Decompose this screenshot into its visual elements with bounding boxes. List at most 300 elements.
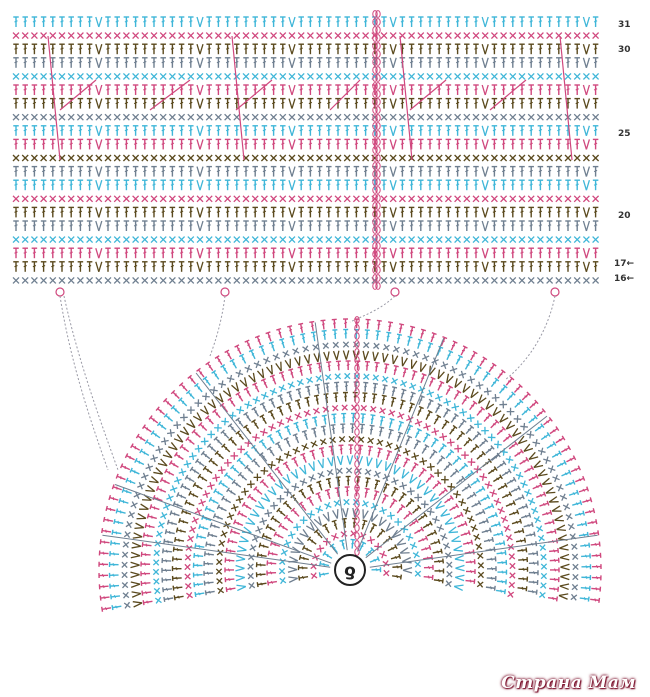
stitch-symbol <box>169 277 175 283</box>
stitch-symbol <box>151 221 157 231</box>
stitch-symbol <box>114 139 120 149</box>
stitch-symbol <box>550 567 559 572</box>
stitch-symbol <box>268 424 275 431</box>
stitch-symbol <box>474 534 481 541</box>
stitch-symbol <box>400 380 407 387</box>
stitch-symbol <box>313 344 319 350</box>
stitch-symbol <box>481 528 491 535</box>
stitch-symbol <box>415 561 421 567</box>
stitch-symbol <box>408 474 418 484</box>
stitch-symbol <box>185 500 195 508</box>
chain-stitch <box>376 19 380 26</box>
stitch-symbol <box>343 392 348 401</box>
stitch-symbol <box>538 99 544 109</box>
stitch-symbol <box>308 126 314 136</box>
stitch-symbol <box>22 237 28 243</box>
stitch-symbol <box>261 155 267 161</box>
stitch-symbol <box>390 387 397 397</box>
stitch-symbol <box>509 582 515 588</box>
stitch-symbol <box>276 430 285 440</box>
stitch-symbol <box>197 368 206 378</box>
stitch-symbol <box>446 167 452 177</box>
stitch-symbol <box>228 538 238 545</box>
stitch-symbol <box>50 248 56 258</box>
stitch-symbol <box>234 126 240 136</box>
stitch-symbol <box>473 196 479 202</box>
stitch-symbol <box>307 73 313 79</box>
stitch-symbol <box>246 518 256 527</box>
stitch-symbol <box>309 461 317 471</box>
stitch-symbol <box>50 44 56 54</box>
stitch-symbol <box>390 155 396 161</box>
stitch-symbol <box>87 207 93 217</box>
stitch-symbol <box>236 370 243 377</box>
stitch-symbol <box>215 393 225 403</box>
stitch-symbol <box>551 506 561 514</box>
stitch-symbol <box>234 262 240 272</box>
stitch-symbol <box>179 99 185 109</box>
stitch-symbol <box>78 221 84 231</box>
stitch-symbol <box>436 262 442 272</box>
stitch-symbol <box>171 405 181 415</box>
stitch-symbol <box>560 574 569 580</box>
stitch-symbol <box>420 445 429 455</box>
stitch-symbol <box>571 544 577 550</box>
stitch-symbol <box>407 488 415 496</box>
stitch-symbol <box>50 114 56 120</box>
stitch-symbol <box>309 474 316 481</box>
stitch-symbol <box>418 237 424 243</box>
stitch-symbol <box>229 437 239 447</box>
stitch-symbol <box>41 17 47 27</box>
stitch-symbol <box>455 44 461 54</box>
stitch-symbol <box>131 581 140 587</box>
stitch-symbol <box>289 17 295 27</box>
stitch-symbol <box>377 439 383 445</box>
stitch-symbol <box>236 406 244 414</box>
stitch-symbol <box>188 126 194 136</box>
stitch-symbol <box>124 17 129 27</box>
stitch-symbol <box>482 207 488 217</box>
stitch-symbol <box>298 167 304 177</box>
stitch-symbol <box>298 237 304 243</box>
stitch-symbol <box>280 578 286 584</box>
dashed-connector <box>64 296 118 470</box>
stitch-symbol <box>300 453 308 463</box>
stitch-symbol <box>133 99 139 109</box>
stitch-symbol <box>592 575 601 580</box>
stitch-symbol <box>124 126 129 136</box>
stitch-symbol <box>151 17 157 27</box>
stitch-symbol <box>549 427 559 436</box>
stitch-symbol <box>391 478 398 485</box>
stitch-symbol <box>224 473 234 482</box>
stitch-symbol <box>123 542 129 548</box>
stitch-symbol <box>505 392 515 402</box>
stitch-symbol <box>443 543 450 550</box>
stitch-symbol <box>41 44 47 54</box>
stitch-symbol <box>260 403 269 413</box>
stitch-symbol <box>317 58 323 68</box>
stitch-symbol <box>96 33 102 39</box>
stitch-symbol <box>421 433 430 443</box>
stitch-symbol <box>482 99 488 109</box>
stitch-symbol <box>31 155 37 161</box>
stitch-symbol <box>22 167 28 177</box>
stitch-symbol <box>289 262 295 272</box>
stitch-symbol <box>436 126 442 136</box>
stitch-symbol <box>188 180 194 190</box>
stitch-symbol <box>133 277 139 283</box>
stitch-symbol <box>236 431 246 441</box>
stitch-symbol <box>510 180 516 190</box>
stitch-symbol <box>131 552 140 558</box>
stitch-symbol <box>215 114 221 120</box>
stitch-symbol <box>252 262 258 272</box>
stitch-symbol <box>216 85 222 95</box>
stitch-symbol <box>482 196 488 202</box>
stitch-symbol <box>481 372 490 382</box>
stitch-symbol <box>572 584 578 590</box>
stitch-symbol <box>492 207 498 217</box>
stitch-symbol <box>78 180 84 190</box>
stitch-symbol <box>344 277 350 283</box>
stitch-symbol <box>482 248 488 258</box>
stitch-symbol <box>363 237 369 243</box>
stitch-symbol <box>455 237 461 243</box>
stitch-symbol <box>151 114 157 120</box>
stitch-symbol <box>150 455 157 462</box>
stitch-symbol <box>243 425 252 435</box>
stitch-symbol <box>494 441 502 449</box>
stitch-symbol <box>414 494 422 502</box>
stitch-symbol <box>547 277 553 283</box>
stitch-symbol <box>188 196 194 202</box>
stitch-symbol <box>538 126 544 136</box>
stitch-symbol <box>96 167 102 177</box>
stitch-symbol <box>455 431 465 441</box>
stitch-symbol <box>344 44 350 54</box>
stitch-symbol <box>214 489 224 498</box>
stitch-symbol <box>510 196 516 202</box>
stitch-symbol <box>283 501 293 511</box>
stitch-symbol <box>583 126 589 136</box>
stitch-symbol <box>539 592 545 598</box>
stitch-symbol <box>418 248 424 258</box>
stitch-symbol <box>41 85 47 95</box>
stitch-symbol <box>225 248 231 258</box>
stitch-symbol <box>457 419 466 429</box>
stitch-symbol <box>341 414 346 423</box>
stitch-symbol <box>455 139 461 149</box>
stitch-symbol <box>419 374 427 384</box>
stitch-symbol <box>131 444 141 453</box>
stitch-symbol <box>193 563 202 568</box>
stitch-symbol <box>234 180 240 190</box>
stitch-symbol <box>518 576 527 581</box>
stitch-symbol <box>334 382 340 391</box>
stitch-symbol <box>455 167 461 177</box>
stitch-symbol <box>574 237 580 243</box>
stitch-symbol <box>243 126 249 136</box>
stitch-symbol <box>409 114 415 120</box>
stitch-symbol <box>556 85 562 95</box>
stitch-symbol <box>262 262 268 272</box>
stitch-symbol <box>168 520 178 527</box>
stitch-symbol <box>399 114 405 120</box>
stitch-symbol <box>317 99 323 109</box>
stitch-symbol <box>445 552 451 558</box>
stitch-symbol <box>556 139 562 149</box>
stitch-symbol <box>565 17 571 27</box>
stitch-symbol <box>160 58 166 68</box>
stitch-symbol <box>492 58 498 68</box>
stitch-symbol <box>270 502 278 510</box>
stitch-symbol <box>317 155 323 161</box>
stitch-symbol <box>156 531 162 537</box>
chain-stitch <box>376 139 380 146</box>
stitch-symbol <box>496 461 506 470</box>
stitch-symbol <box>511 464 518 471</box>
stitch-symbol <box>206 221 212 231</box>
stitch-symbol <box>206 33 212 39</box>
stitch-symbol <box>192 429 202 439</box>
stitch-symbol <box>252 434 260 442</box>
stitch-symbol <box>308 99 314 109</box>
stitch-symbol <box>354 126 360 136</box>
stitch-symbol <box>520 407 530 417</box>
stitch-symbol <box>574 99 580 109</box>
stitch-symbol <box>427 139 433 149</box>
stitch-symbol <box>409 196 415 202</box>
stitch-symbol <box>149 476 159 485</box>
stitch-symbol <box>363 180 369 190</box>
stitch-symbol <box>87 126 93 136</box>
chain-stitch <box>376 51 380 58</box>
stitch-symbol <box>96 262 102 272</box>
stitch-symbol <box>446 99 452 109</box>
stitch-symbol <box>390 44 396 54</box>
chain-stitch <box>355 421 359 428</box>
stitch-symbol <box>454 584 464 591</box>
stitch-symbol <box>339 436 345 442</box>
stitch-symbol <box>482 17 488 27</box>
stitch-symbol <box>124 207 129 217</box>
stitch-symbol <box>22 180 28 190</box>
stitch-symbol <box>393 454 401 464</box>
stitch-symbol <box>227 488 237 497</box>
stitch-symbol <box>446 180 452 190</box>
stitch-symbol <box>354 85 360 95</box>
stitch-symbol <box>289 207 295 217</box>
stitch-symbol <box>422 354 429 361</box>
stitch-symbol <box>123 155 129 161</box>
stitch-symbol <box>565 277 571 283</box>
stitch-symbol <box>330 437 336 443</box>
drop-loop <box>221 288 229 296</box>
stitch-symbol <box>130 572 139 578</box>
stitch-symbol <box>520 481 527 488</box>
stitch-symbol <box>296 389 303 399</box>
stitch-symbol <box>262 17 268 27</box>
stitch-symbol <box>517 504 527 512</box>
stitch-symbol <box>346 476 351 485</box>
stitch-symbol <box>289 237 295 243</box>
stitch-symbol <box>344 237 350 243</box>
stitch-symbol <box>243 248 249 258</box>
stitch-symbol <box>262 139 268 149</box>
stitch-symbol <box>362 351 368 360</box>
stitch-symbol <box>501 155 507 161</box>
stitch-symbol <box>267 447 276 457</box>
stitch-symbol <box>248 564 254 570</box>
stitch-symbol <box>326 44 332 54</box>
stitch-symbol <box>482 180 488 190</box>
stitch-symbol <box>179 468 186 475</box>
stitch-symbol <box>255 526 262 533</box>
stitch-symbol <box>244 387 253 397</box>
stitch-symbol <box>179 73 185 79</box>
stitch-symbol <box>593 237 599 243</box>
stitch-symbol <box>218 466 226 474</box>
stitch-symbol <box>262 167 268 177</box>
stitch-symbol <box>209 458 219 467</box>
stitch-symbol <box>225 262 231 272</box>
stitch-symbol <box>538 85 544 95</box>
stitch-symbol <box>276 329 283 339</box>
stitch-symbol <box>354 99 360 109</box>
stitch-symbol <box>579 596 589 602</box>
stitch-symbol <box>583 248 589 258</box>
stitch-symbol <box>204 561 213 566</box>
stitch-symbol <box>22 155 28 161</box>
stitch-symbol <box>381 114 387 120</box>
chain-stitch <box>376 27 380 34</box>
stitch-symbol <box>50 73 56 79</box>
stitch-symbol <box>173 556 182 562</box>
stitch-symbol <box>160 73 166 79</box>
stitch-symbol <box>332 330 338 339</box>
stitch-symbol <box>170 44 176 54</box>
stitch-symbol <box>41 248 47 258</box>
stitch-symbol <box>566 513 573 520</box>
stitch-symbol <box>574 511 584 518</box>
stitch-symbol <box>580 543 589 549</box>
stitch-symbol <box>153 468 163 477</box>
row-label-17: 17← <box>614 259 635 269</box>
stitch-symbol <box>510 563 516 569</box>
stitch-symbol <box>151 207 157 217</box>
stitch-symbol <box>197 99 203 109</box>
stitch-symbol <box>307 277 313 283</box>
stitch-symbol <box>418 221 424 231</box>
stitch-symbol <box>78 167 84 177</box>
chain-stitch <box>355 541 359 548</box>
stitch-symbol <box>344 499 350 505</box>
stitch-symbol <box>221 531 228 538</box>
stitch-symbol <box>565 248 571 258</box>
stitch-symbol <box>243 33 249 39</box>
stitch-symbol <box>87 262 93 272</box>
stitch-symbol <box>268 551 278 558</box>
stitch-symbol <box>571 594 577 600</box>
stitch-symbol <box>96 196 102 202</box>
stitch-symbol <box>409 221 415 231</box>
stitch-symbol <box>332 319 338 328</box>
stitch-symbol <box>556 99 562 109</box>
stitch-symbol <box>160 114 166 120</box>
stitch-symbol <box>395 505 405 515</box>
stitch-symbol <box>445 114 451 120</box>
stitch-symbol <box>87 58 93 68</box>
stitch-symbol <box>495 541 505 547</box>
stitch-symbol <box>415 571 421 577</box>
stitch-symbol <box>170 126 176 136</box>
stitch-symbol <box>406 533 413 540</box>
dashed-connector <box>60 296 108 470</box>
stitch-symbol <box>573 564 578 569</box>
stitch-symbol <box>271 516 281 525</box>
stitch-symbol <box>151 33 157 39</box>
stitch-symbol <box>458 499 465 506</box>
stitch-symbol <box>583 99 589 109</box>
stitch-symbol <box>417 468 426 478</box>
stitch-symbol <box>492 139 498 149</box>
stitch-symbol <box>105 196 111 202</box>
stitch-symbol <box>464 248 470 258</box>
stitch-symbol <box>234 167 240 177</box>
stitch-symbol <box>133 600 143 607</box>
stitch-symbol <box>197 180 203 190</box>
stitch-symbol <box>179 17 185 27</box>
stitch-symbol <box>487 566 496 571</box>
stitch-symbol <box>194 581 203 587</box>
stitch-symbol <box>547 180 553 190</box>
stitch-symbol <box>499 401 507 409</box>
stitch-symbol <box>267 435 276 445</box>
stitch-symbol <box>326 155 332 161</box>
stitch-symbol <box>252 114 258 120</box>
stitch-symbol <box>556 277 562 283</box>
stitch-symbol <box>556 484 563 491</box>
stitch-symbol <box>169 155 175 161</box>
stitch-symbol <box>307 364 314 374</box>
stitch-symbol <box>277 420 284 427</box>
stitch-symbol <box>389 397 396 407</box>
stitch-symbol <box>212 474 220 482</box>
stitch-symbol <box>271 58 277 68</box>
stitch-symbol <box>174 477 181 484</box>
stitch-symbol <box>160 262 166 272</box>
stitch-symbol <box>432 549 442 556</box>
stitch-symbol <box>13 248 19 258</box>
stitch-symbol <box>434 469 442 477</box>
stitch-symbol <box>298 99 304 109</box>
stitch-symbol <box>501 277 507 283</box>
stitch-symbol <box>13 196 19 202</box>
stitch-symbol <box>381 44 387 54</box>
stitch-symbol <box>185 574 191 580</box>
stitch-symbol <box>114 44 120 54</box>
stitch-symbol <box>476 382 484 390</box>
stitch-symbol <box>78 262 84 272</box>
stitch-symbol <box>491 155 497 161</box>
stitch-symbol <box>519 248 525 258</box>
stitch-symbol <box>215 73 221 79</box>
stitch-symbol <box>574 155 580 161</box>
stitch-symbol <box>308 180 314 190</box>
stitch-symbol <box>288 382 295 389</box>
